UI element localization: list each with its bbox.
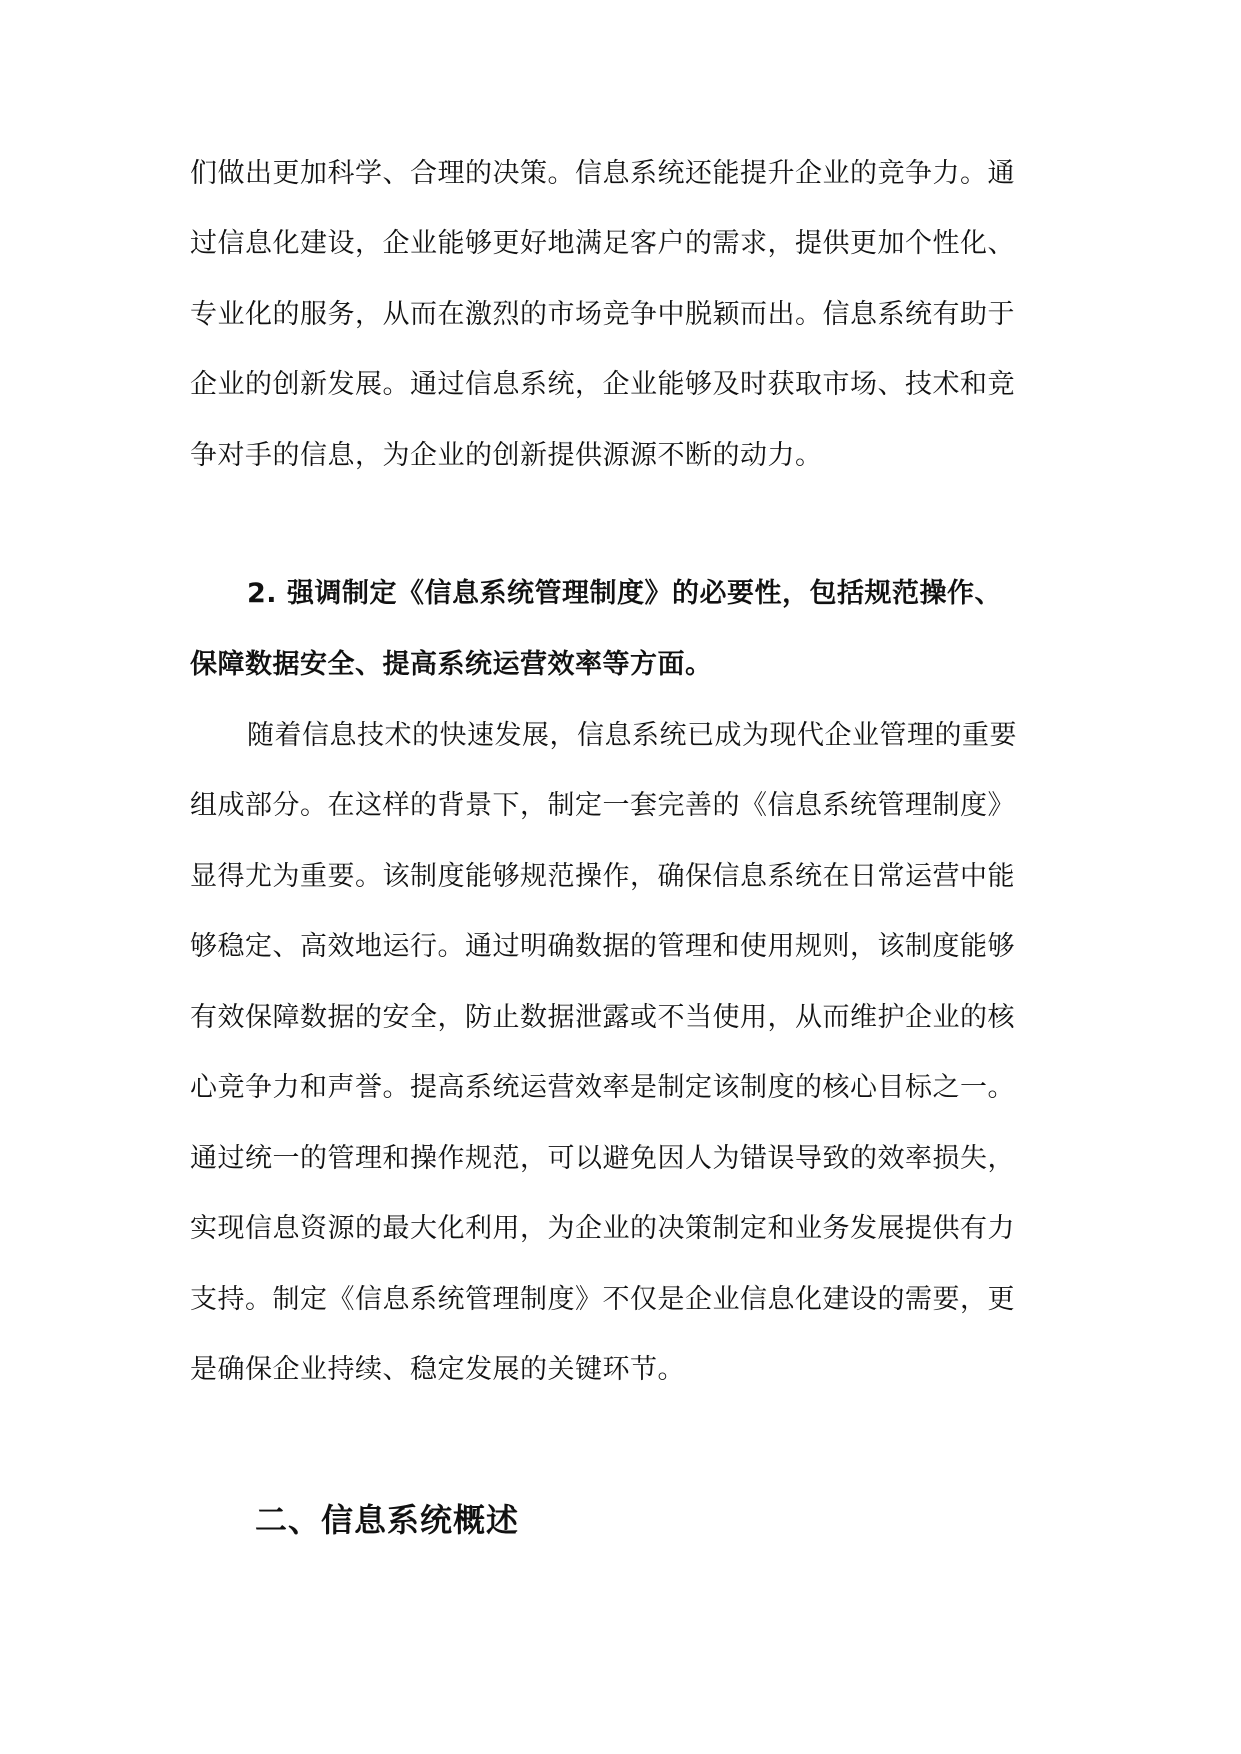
paragraph-1-line-4: 企业的创新发展。通过信息系统，企业能够及时获取市场、技术和竞 xyxy=(190,369,1015,400)
paragraph-2-line-8: 实现信息资源的最大化利用，为企业的决策制定和业务发展提供有力 xyxy=(190,1213,1015,1244)
paragraph-2-line-1: 随着信息技术的快速发展，信息系统已成为现代企业管理的重要 xyxy=(247,720,1017,751)
section-2-title-line-2: 保障数据安全、提高系统运营效率等方面。 xyxy=(190,649,713,680)
paragraph-2-line-3: 显得尤为重要。该制度能够规范操作，确保信息系统在日常运营中能 xyxy=(190,861,1015,892)
paragraph-1-line-3: 专业化的服务，从而在激烈的市场竞争中脱颖而出。信息系统有助于 xyxy=(190,299,1015,330)
paragraph-1-line-2: 过信息化建设，企业能够更好地满足客户的需求，提供更加个性化、 xyxy=(190,228,1015,259)
paragraph-1-line-5: 争对手的信息，为企业的创新提供源源不断的动力。 xyxy=(190,440,823,471)
paragraph-2-line-5: 有效保障数据的安全，防止数据泄露或不当使用，从而维护企业的核 xyxy=(190,1002,1015,1033)
paragraph-2-line-7: 通过统一的管理和操作规范，可以避免因人为错误导致的效率损失， xyxy=(190,1143,1015,1174)
paragraph-2-line-10: 是确保企业持续、稳定发展的关键环节。 xyxy=(190,1354,685,1385)
paragraph-2-line-4: 够稳定、高效地运行。通过明确数据的管理和使用规则，该制度能够 xyxy=(190,931,1015,962)
paragraph-2-line-2: 组成部分。在这样的背景下，制定一套完善的《信息系统管理制度》 xyxy=(190,790,1015,821)
paragraph-2-line-9: 支持。制定《信息系统管理制度》不仅是企业信息化建设的需要，更 xyxy=(190,1284,1015,1315)
chapter-heading: 二、信息系统概述 xyxy=(255,1501,520,1539)
paragraph-1-line-1: 们做出更加科学、合理的决策。信息系统还能提升企业的竞争力。通 xyxy=(190,158,1015,189)
section-2-title-line-1: 2. 强调制定《信息系统管理制度》的必要性，包括规范操作、 xyxy=(247,578,1002,609)
paragraph-2-line-6: 心竞争力和声誉。提高系统运营效率是制定该制度的核心目标之一。 xyxy=(190,1072,1015,1103)
